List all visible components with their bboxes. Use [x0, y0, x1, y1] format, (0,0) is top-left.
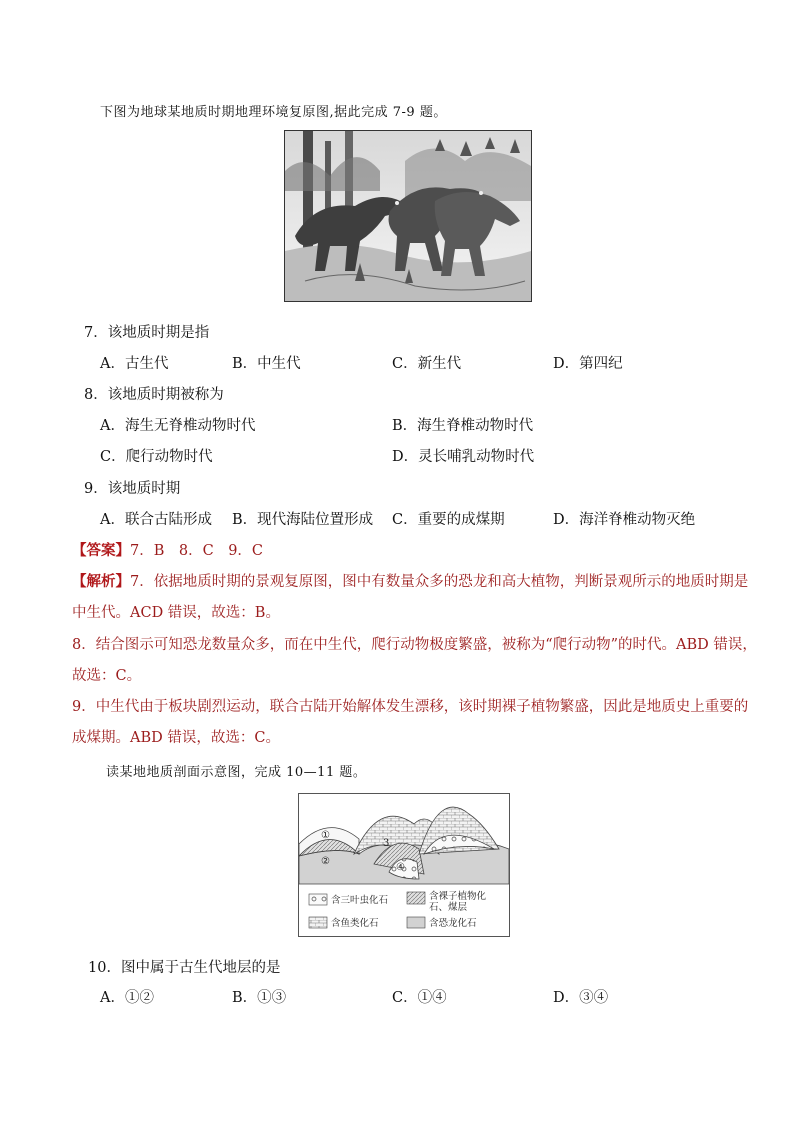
answer-text: 7．B 8．C 9．C	[130, 543, 264, 559]
q9-option-a: A．联合古陆形成	[100, 512, 212, 528]
legend-swatch-fish	[309, 917, 327, 928]
answer-line	[72, 539, 263, 560]
intro-text-1: 下图为地球某地质时期地理环境复原图,据此完成 7-9 题。	[100, 105, 447, 120]
q8-option-b: B．海生脊椎动物时代	[392, 418, 534, 434]
q7-option-a: A．古生代	[100, 356, 169, 372]
analysis-line-1	[72, 570, 748, 591]
analysis-line-4: 故选：C。	[72, 668, 142, 684]
analysis-line-3: 8．结合图示可知恐龙数量众多，而在中生代，爬行动物极度繁盛，被称为“爬行动物”的时代。ABD 错误，	[72, 637, 757, 653]
legend-gymnosperm-1: 含裸子植物化	[429, 891, 487, 902]
q10-option-a: A．①②	[100, 990, 154, 1006]
intro-text-2: 读某地地质剖面示意图，完成 10—11 题。	[106, 765, 367, 780]
analysis-line-6: 成煤期。ABD 错误，故选：C。	[72, 730, 280, 746]
diagram-label-4: ④	[396, 862, 405, 873]
q8-option-c: C．爬行动物时代	[100, 449, 213, 465]
q10-option-c: C．①④	[392, 990, 447, 1006]
q9-option-d: D．海洋脊椎动物灭绝	[553, 512, 696, 528]
question-8-stem: 8．该地质时期被称为	[84, 387, 224, 403]
legend-swatch-gymnosperm	[407, 892, 425, 904]
diagram-label-3: 3	[383, 838, 390, 849]
legend-fish: 含鱼类化石	[331, 918, 379, 929]
answer-label: 【答案】	[72, 542, 130, 559]
q10-option-b: B．①③	[232, 990, 287, 1006]
question-10-stem: 10．图中属于古生代地层的是	[88, 960, 281, 976]
question-7-stem: 7．该地质时期是指	[84, 325, 210, 341]
q7-option-c: C．新生代	[392, 356, 462, 372]
question-9-stem: 9．该地质时期	[84, 481, 181, 497]
q8-option-d: D．灵长哺乳动物时代	[392, 449, 535, 465]
q7-option-d: D．第四纪	[553, 356, 623, 372]
q9-option-b: B．现代海陆位置形成	[232, 512, 374, 528]
q7-option-b: B．中生代	[232, 356, 301, 372]
analysis-line-5: 9．中生代由于板块剧烈运动，联合古陆开始解体发生漂移，该时期裸子植物繁盛，因此是地质史上重要的	[72, 699, 749, 715]
legend-swatch-dinosaur	[407, 917, 425, 928]
analysis-text-1: 7．依据地质时期的景观复原图，图中有数量众多的恐龙和高大植物，判断景观所示的地质时期是	[130, 574, 749, 590]
geologic-section-svg	[299, 794, 509, 936]
legend-trilobite: 含三叶虫化石	[331, 895, 389, 906]
dinosaur-illustration	[284, 130, 532, 302]
diagram-label-1: ①	[321, 830, 330, 841]
q8-option-a: A．海生无脊椎动物时代	[100, 418, 256, 434]
analysis-label: 【解析】	[72, 573, 130, 590]
legend-dinosaur: 含恐龙化石	[429, 918, 477, 929]
diagram-label-2: ②	[321, 856, 330, 867]
q10-option-d: D．③④	[553, 990, 609, 1006]
dinosaur-scene-image	[285, 131, 531, 301]
q9-option-c: C．重要的成煤期	[392, 512, 505, 528]
analysis-line-2: 中生代。ACD 错误，故选：B。	[72, 605, 280, 621]
legend-swatch-trilobite	[309, 894, 327, 905]
legend-gymnosperm-2: 石、煤层	[429, 902, 468, 913]
geologic-section-diagram	[298, 793, 510, 937]
